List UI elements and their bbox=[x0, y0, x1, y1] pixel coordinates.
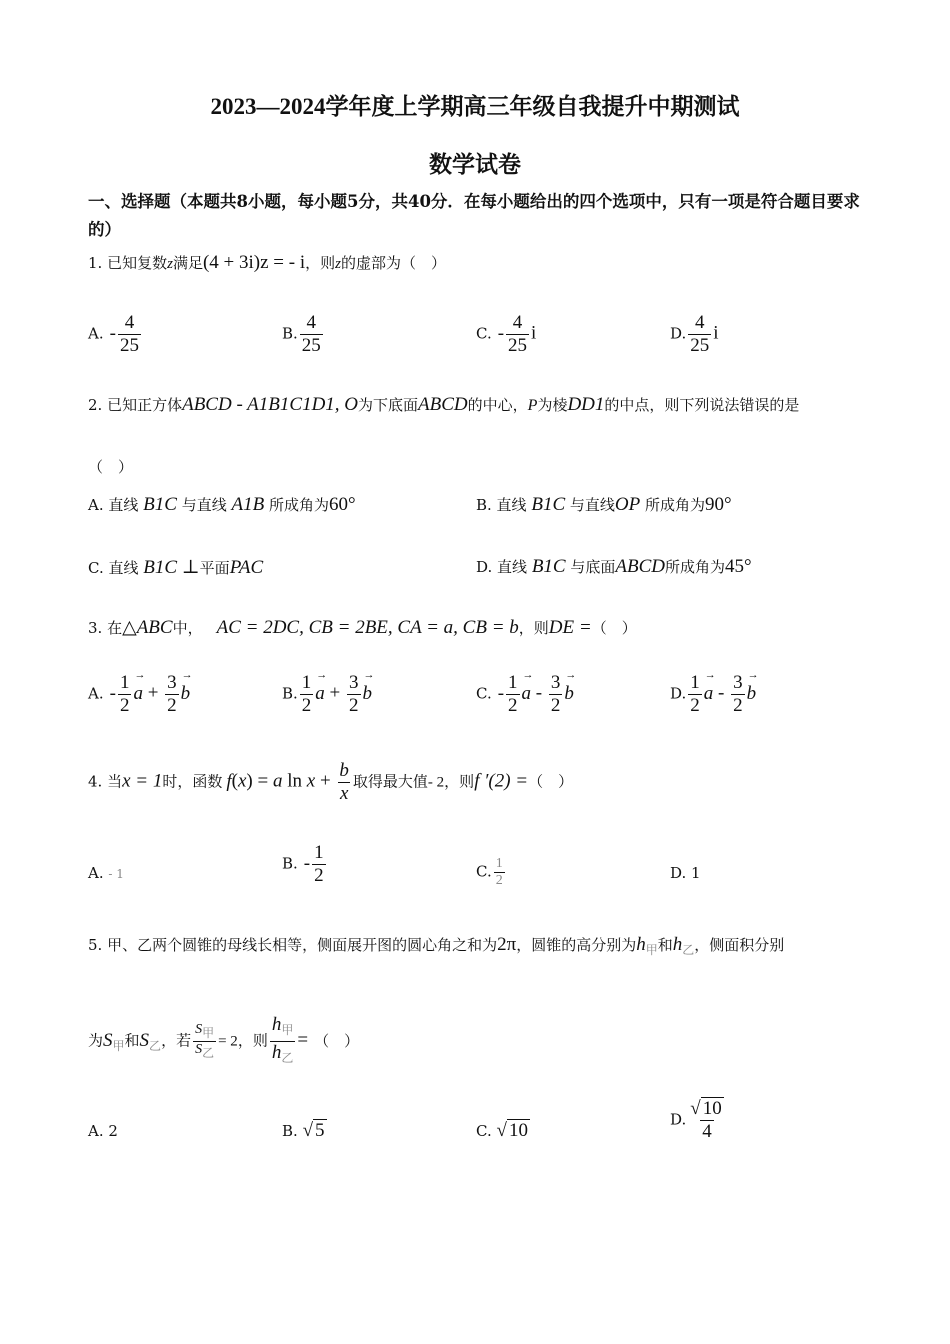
q3-option-c[interactable]: C. - $\frac{1}{2}$ → a - $\frac{3}{2}$ → b bbox=[476, 672, 574, 717]
question-4-stem: 4. 当x = 1时，函数 f(x) = a ln x + $\frac{b}{x}$ 取得最大值- 2，则f ′(2) =（ ） bbox=[88, 760, 574, 804]
q5-option-a[interactable]: A. 2 bbox=[88, 1122, 118, 1140]
question-5-stem-line2: 为$S_甲$和$S_乙$，若 $\frac{\text{S甲}}{\text{S乙}}$ = 2，则 $\frac{h_甲}{h_乙}$ = （ ） bbox=[88, 1014, 359, 1069]
q4-option-a[interactable]: A. - 1 bbox=[88, 864, 124, 882]
q5-option-b[interactable]: B. √ 5 bbox=[282, 1120, 325, 1141]
q4-option-d[interactable]: D. 1 bbox=[670, 864, 701, 882]
q4-function: f bbox=[226, 770, 232, 792]
question-5-stem-line1: 5. 甲、乙两个圆锥的母线长相等，侧面展开图的圆心角之和为2π，圆锥的高分别为$h_甲$和$h_乙$，侧面积分别 bbox=[88, 934, 785, 957]
question-2-stem: 2. 已知正方体ABCD - A1B1C1D1, O为下底面ABCD的中心，P为棱DD1的中点，则下列说法错误的是 bbox=[88, 394, 800, 415]
q3-condition: AC = 2DC, CB = 2BE, CA = a, CB = b bbox=[216, 617, 519, 638]
q2-option-a[interactable]: A. 直线 B1C 与直线 A1B 所成角为60° bbox=[88, 494, 356, 515]
q2-option-d[interactable]: D. 直线 B1C 与底面ABCD所成角为45° bbox=[476, 556, 752, 577]
q3-option-d[interactable]: D. $\frac{1}{2}$ → a - $\frac{3}{2}$ → b bbox=[670, 672, 756, 717]
q3-option-a[interactable]: A. - $\frac{1}{2}$ → a + $\frac{3}{2}$ → b bbox=[88, 672, 190, 717]
q4-option-c[interactable]: C. $\frac{1}{2}$ bbox=[476, 856, 503, 888]
q5-option-d[interactable]: D. $\frac{√ 10}{4}$ bbox=[670, 1098, 722, 1142]
q1-option-b[interactable]: B. $\frac{4}{25}$ bbox=[282, 312, 321, 356]
q2-cube: ABCD - A1B1C1D1, O bbox=[182, 394, 359, 415]
q1-a-fraction: $\frac{4}{25}$ bbox=[119, 312, 139, 356]
q5-area-ratio: $\frac{\text{S甲}}{\text{S乙}}$ bbox=[195, 1022, 215, 1060]
q1-option-a[interactable]: A. - $\frac{4}{25}$ bbox=[88, 312, 139, 356]
question-1-stem: 1. 已知复数z满足(4 + 3i)z = - i，则z的虚部为（ ） bbox=[88, 252, 446, 273]
q2-option-c[interactable]: C. 直线 B1C ⊥平面PAC bbox=[88, 557, 264, 578]
question-3-stem: 3. 在△ABC中， AC = 2DC, CB = 2BE, CA = a, CB = b，则DE =（ ） bbox=[88, 617, 637, 638]
section-heading: 一、选择题（本题共8小题，每小题5分，共40分．在每小题给出的四个选项中，只有一项是符合题目要求的） bbox=[88, 192, 860, 239]
q5-height-ratio: $\frac{h_甲}{h_乙}$ bbox=[270, 1014, 296, 1069]
exam-title: 2023—2024学年度上学期高三年级自我提升中期测试 bbox=[210, 94, 740, 119]
q1-equation: (4 + 3i)z = - i bbox=[202, 252, 306, 273]
q4-option-b[interactable]: B. - $\frac{1}{2}$ bbox=[282, 842, 324, 886]
q2-paren: （ ） bbox=[88, 458, 134, 476]
q3-option-b[interactable]: B. $\frac{1}{2}$ → a + $\frac{3}{2}$ → b bbox=[282, 672, 372, 717]
q2-option-b[interactable]: B. 直线 B1C 与直线OP 所成角为90° bbox=[476, 494, 732, 515]
q1-option-d[interactable]: D. $\frac{4}{25}$ i bbox=[670, 312, 719, 356]
q5-option-c[interactable]: C. √ 10 bbox=[476, 1120, 528, 1141]
exam-subtitle: 数学试卷 bbox=[429, 152, 521, 177]
q1-option-c[interactable]: C. - $\frac{4}{25}$ i bbox=[476, 312, 537, 356]
